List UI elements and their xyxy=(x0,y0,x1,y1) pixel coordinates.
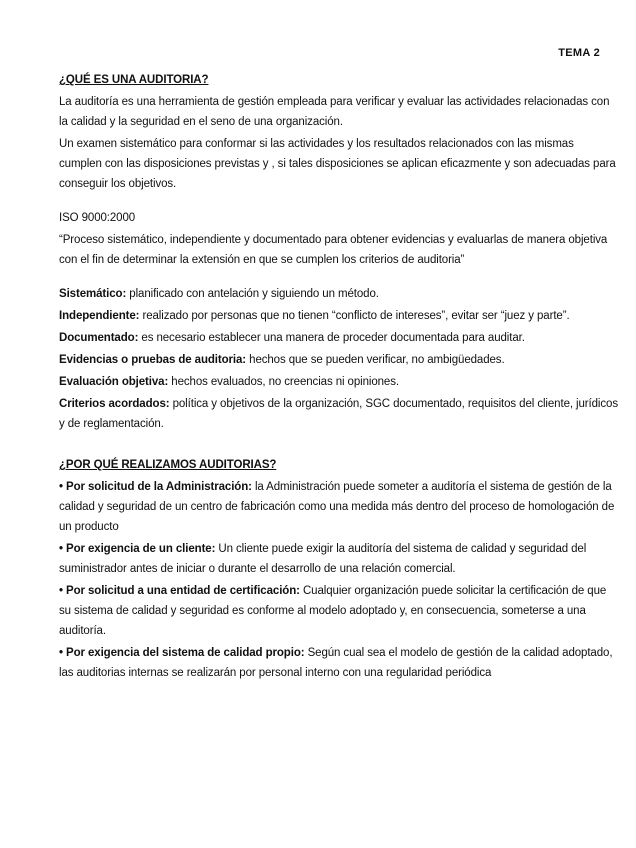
reason-term: • Por exigencia del sistema de calidad propio: xyxy=(59,647,305,659)
document-body xyxy=(59,70,619,683)
iso-quote: “Proceso sistemático, independiente y documentado para obtener evidencias y evaluarlas de manera objetiva con el fin de determinar la extensión en que se cumplen los criterios de auditoria” xyxy=(59,234,608,266)
definition-term: Documentado: xyxy=(59,332,139,344)
paragraph-examen: Un examen sistemático para conformar si las actividades y los resultados relacionados con las mismas cumplen con las disposiciones previstas y , si tales disposiciones se aplican eficazmente y son adecuadas para conseguir los objetivos. xyxy=(59,138,616,190)
reason-text: la Administración puede someter a auditoría el sistema de gestión de la calidad y seguridad de un centro de fabricación como una medida más dentro del proceso de homologación de un producto xyxy=(59,481,615,533)
reason-term: • Por solicitud a una entidad de certificación: xyxy=(59,585,300,597)
definition-item xyxy=(59,328,619,348)
reason-text: Un cliente puede exigir la auditoría del sistema de calidad y seguridad del suministrador antes de iniciar o durante el desarrollo de una relación comercial. xyxy=(59,543,587,575)
section-title-por-que: ¿POR QUÉ REALIZAMOS AUDITORIAS? xyxy=(59,459,277,471)
reason-term: • Por exigencia de un cliente: xyxy=(59,543,216,555)
page-header-tema: TEMA 2 xyxy=(558,47,600,59)
definition-item xyxy=(59,372,619,392)
reason-item xyxy=(59,539,619,579)
definition-text: hechos que se pueden verificar, no ambigüedades. xyxy=(246,354,505,366)
definition-term: Sistemático: xyxy=(59,288,127,300)
iso-reference: ISO 9000:2000 xyxy=(59,212,136,224)
definition-text: planificado con antelación y siguiendo un método. xyxy=(126,288,379,300)
definition-item xyxy=(59,394,619,434)
reason-text: Cualquier organización puede solicitar la certificación de que su sistema de calidad y seguridad es conforme al modelo adoptado y, en consecuencia, someterse a una auditoría. xyxy=(59,585,607,637)
reason-term: • Por solicitud de la Administración: xyxy=(59,481,252,493)
definition-term: Evaluación objetiva: xyxy=(59,376,169,388)
definition-term: Independiente: xyxy=(59,310,140,322)
reason-item xyxy=(59,581,619,641)
definition-item xyxy=(59,350,619,370)
reason-item xyxy=(59,643,619,683)
definition-text: realizado por personas que no tienen “conflicto de intereses”, evitar ser “juez y parte”. xyxy=(139,310,570,322)
reason-text: Según cual sea el modelo de gestión de la calidad adoptado, las auditorias internas se realizarán por personal interno con una regularidad periódica xyxy=(59,647,613,679)
section-title-que-es: ¿QUÉ ES UNA AUDITORIA? xyxy=(59,74,209,86)
definition-term: Evidencias o pruebas de auditoria: xyxy=(59,354,247,366)
definition-text: es necesario establecer una manera de proceder documentada para auditar. xyxy=(138,332,525,344)
reason-item xyxy=(59,477,619,537)
definition-term: Criterios acordados: xyxy=(59,398,170,410)
definition-item xyxy=(59,306,619,326)
definition-item xyxy=(59,284,619,304)
paragraph-definition: La auditoría es una herramienta de gestión empleada para verificar y evaluar las actividades relacionadas con la calidad y la seguridad en el seno de una organización. xyxy=(59,96,610,128)
definition-text: hechos evaluados, no creencias ni opiniones. xyxy=(168,376,399,388)
definition-text: política y objetivos de la organización, SGC documentado, requisitos del cliente, jurídicos y de reglamentación. xyxy=(59,398,618,430)
